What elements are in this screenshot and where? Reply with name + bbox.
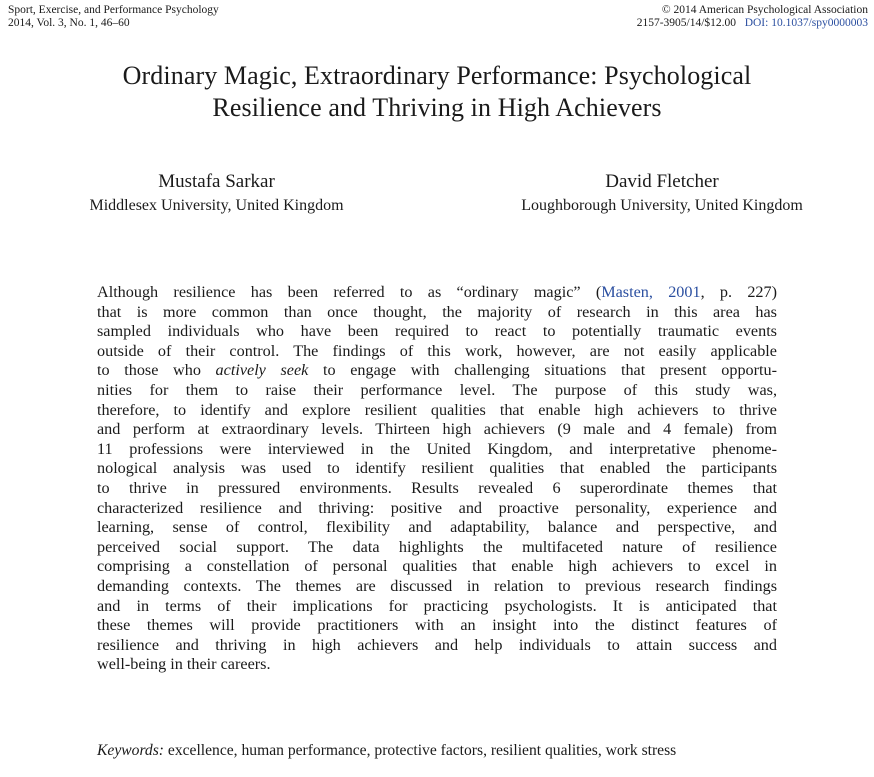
abstract-line: characterized resilience and thriving: positive and proactive personality, experience and [97, 498, 777, 517]
abstract-line: 11 professions were interviewed in the United Kingdom, and interpretative phenome- [97, 439, 777, 458]
abstract-line: and perform at extraordinary levels. Thirteen high achievers (9 male and 4 female) from [97, 420, 777, 439]
abstract-line: demanding contexts. The themes are discussed in relation to previous research findings [97, 576, 777, 595]
journal-header [8, 4, 219, 30]
abstract-line: therefore, to identify and explore resilient qualities that enable high achievers to thrive [97, 400, 777, 419]
keywords-list: excellence, human performance, protective factors, resilient qualities, work stress [164, 742, 677, 759]
author-name: David Fletcher [605, 171, 719, 192]
abstract-line: nological analysis was used to identify resilient qualities that enabled the participants [97, 459, 777, 478]
abstract-line: learning, sense of control, flexibility and adaptability, balance and perspective, and [97, 518, 777, 537]
title-line-2: Resilience and Thriving in High Achievers [212, 93, 662, 122]
doi-link[interactable]: 10.1037/spy0000003 [771, 17, 868, 29]
keywords-label: Keywords: [97, 742, 164, 759]
abstract-line: these themes will provide practitioners with an insight into the distinct features of [97, 616, 777, 635]
author-name: Mustafa Sarkar [158, 171, 275, 192]
abstract-line: and in terms of their implications for practicing psychologists. It is anticipated that [97, 596, 777, 615]
abstract-line: resilience and thriving in high achievers and help individuals to attain success and [97, 635, 777, 654]
journal-name: Sport, Exercise, and Performance Psychology [8, 4, 219, 16]
abstract-line: to those who actively seek to engage with challenging situations that present opportu- [97, 361, 777, 380]
title-line-1: Ordinary Magic, Extraordinary Performance: Psychological [122, 61, 752, 90]
abstract-line: outside of their control. The findings of this work, however, are not easily applicable [97, 341, 777, 360]
abstract [97, 283, 777, 675]
abstract-line: comprising a constellation of personal qualities that enable high achievers to excel in [97, 557, 777, 576]
abstract-line: Although resilience has been referred to as “ordinary magic” (Masten, 2001, p. 227) [97, 283, 778, 301]
abstract-line: sampled individuals who have been required to react to potentially traumatic events [97, 322, 777, 341]
author-block-2 [479, 170, 845, 217]
author-block-1 [50, 170, 383, 217]
doi-label: DOI: [744, 17, 769, 29]
publisher-header [637, 4, 868, 30]
issn-price: 2157-3905/14/$12.00 [636, 17, 737, 29]
abstract-line: perceived social support. The data highlights the multifaceted nature of resilience [97, 537, 777, 556]
abstract-line: to thrive in pressured environments. Results revealed 6 superordinate themes that [97, 478, 777, 497]
abstract-line: well-being in their careers. [97, 655, 271, 674]
issn-doi-line [637, 17, 868, 30]
author-affiliation: Middlesex University, United Kingdom [89, 197, 344, 214]
citation-link[interactable]: Masten, 2001 [601, 283, 701, 301]
abstract-line: that is more common than once thought, the majority of research in this area has [97, 302, 777, 321]
emphasis-text: actively seek [215, 361, 309, 380]
volume-info: 2014, Vol. 3, No. 1, 46–60 [8, 17, 130, 29]
article-title [0, 60, 874, 124]
copyright-notice: © 2014 American Psychological Association [661, 4, 868, 16]
author-affiliation: Loughborough University, United Kingdom [521, 197, 803, 214]
abstract-line: nities for them to raise their performance level. The purpose of this study was, [97, 380, 777, 399]
keywords [97, 741, 676, 761]
